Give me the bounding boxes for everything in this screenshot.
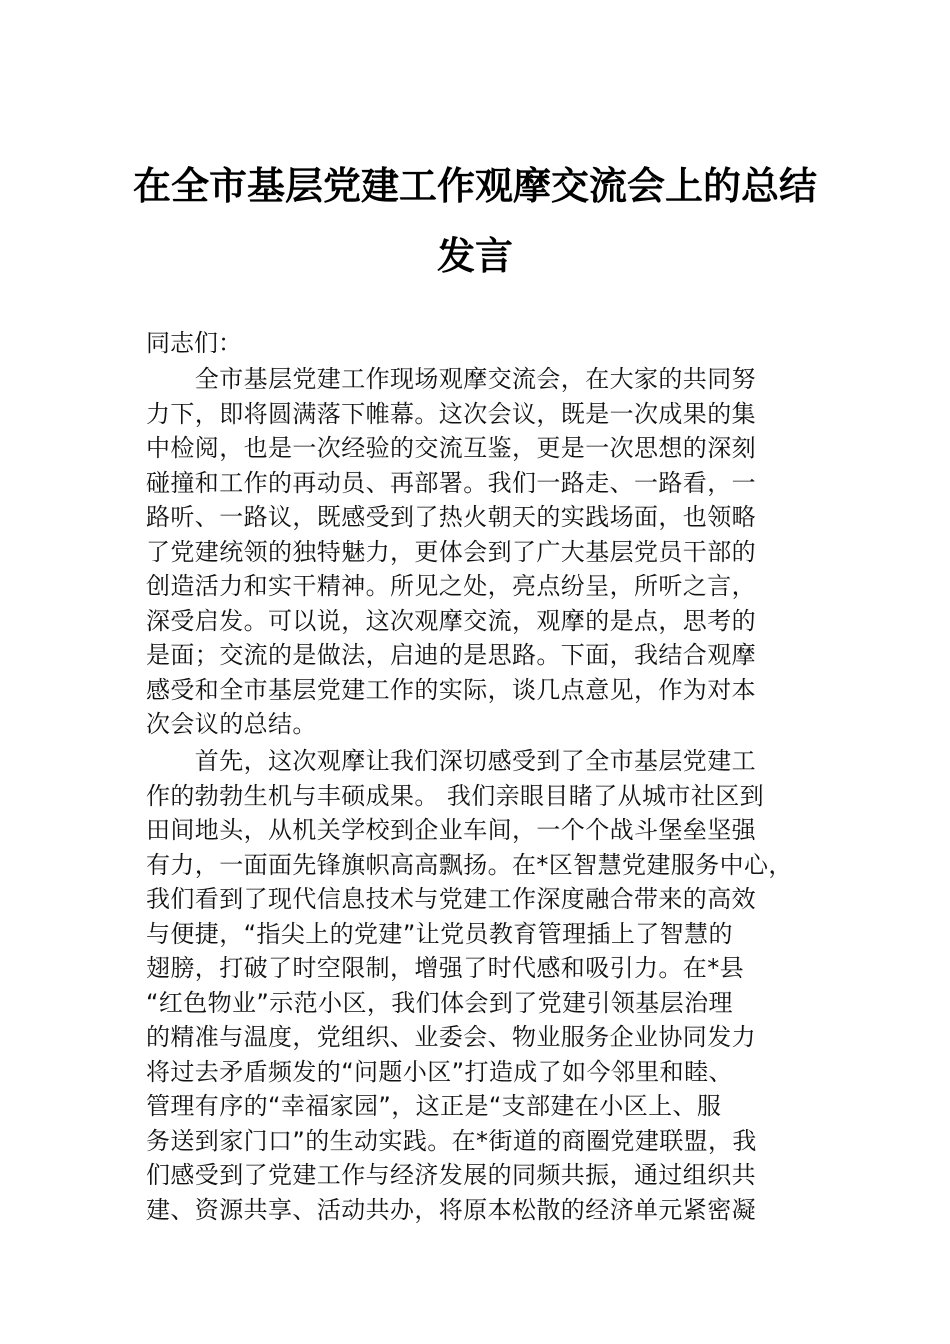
paragraph-line: 创造活力和实干精神。所见之处，亮点纷呈，所听之言， bbox=[146, 572, 756, 600]
paragraph-line: 管理有序的“幸福家园”，这正是“支部建在小区上、服 bbox=[146, 1092, 722, 1120]
paragraph-line: 中检阅，也是一次经验的交流互鉴，更是一次思想的深刻 bbox=[146, 434, 756, 462]
paragraph-line: 的精准与温度，党组织、业委会、物业服务企业协同发力 bbox=[146, 1023, 756, 1051]
paragraph-line: 是面；交流的是做法，启迪的是思路。下面，我结合观摩 bbox=[146, 641, 756, 669]
salutation: 同志们： bbox=[146, 329, 242, 357]
paragraph-line: “红色物业”示范小区，我们体会到了党建引领基层治理 bbox=[146, 988, 733, 1017]
paragraph-line: 作的勃勃生机与丰硕成果。 我们亲眼目睹了从城市社区到 bbox=[146, 781, 765, 810]
paragraph-line: 感受和全市基层党建工作的实际，谈几点意见，作为对本 bbox=[146, 675, 756, 704]
paragraph-line: 有力，一面面先锋旗帜高高飘扬。在*区智慧党建服务中心， bbox=[146, 850, 793, 879]
paragraph-1 bbox=[146, 362, 816, 742]
paragraph-line: 力下，即将圆满落下帷幕。这次会议，既是一次成果的集 bbox=[146, 399, 756, 428]
paragraph-line: 碰撞和工作的再动员、再部署。我们一路走、一路看，一 bbox=[146, 468, 756, 497]
paragraph-line: 将过去矛盾频发的“问题小区”打造成了如今邻里和睦、 bbox=[146, 1057, 733, 1086]
paragraph-line: 与便捷，“指尖上的党建”让党员教育管理插上了智慧的 bbox=[146, 919, 733, 948]
paragraph-2 bbox=[146, 744, 816, 1227]
paragraph-line: 翅膀，打破了时空限制，增强了时代感和吸引力。在*县 bbox=[146, 954, 744, 982]
document-title-line-2: 发言 bbox=[436, 233, 513, 278]
document-title-line-1: 在全市基层党建工作观摩交流会上的总结 bbox=[132, 163, 817, 208]
paragraph-line: 路听、一路议，既感受到了热火朝天的实践场面，也领略 bbox=[146, 503, 756, 531]
paragraph-line: 们感受到了党建工作与经济发展的同频共振，通过组织共 bbox=[146, 1161, 756, 1189]
paragraph-line: 务送到家门口”的生动实践。在*街道的商圈党建联盟，我 bbox=[146, 1126, 757, 1155]
paragraph-line: 次会议的总结。 bbox=[146, 710, 317, 738]
paragraph-line: 建、资源共享、活动共办，将原本松散的经济单元紧密凝 bbox=[146, 1195, 756, 1224]
paragraph-line: 我们看到了现代信息技术与党建工作深度融合带来的高效 bbox=[146, 885, 756, 913]
paragraph-line: 深受启发。可以说，这次观摩交流，观摩的是点，思考的 bbox=[146, 606, 756, 635]
paragraph-line: 田间地头，从机关学校到企业车间，一个个战斗堡垒坚强 bbox=[146, 816, 756, 844]
paragraph-line: 首先，这次观摩让我们深切感受到了全市基层党建工 bbox=[146, 747, 756, 775]
paragraph-line: 了党建统领的独特魅力，更体会到了广大基层党员干部的 bbox=[146, 537, 756, 566]
paragraph-line: 全市基层党建工作现场观摩交流会，在大家的共同努 bbox=[146, 365, 756, 393]
